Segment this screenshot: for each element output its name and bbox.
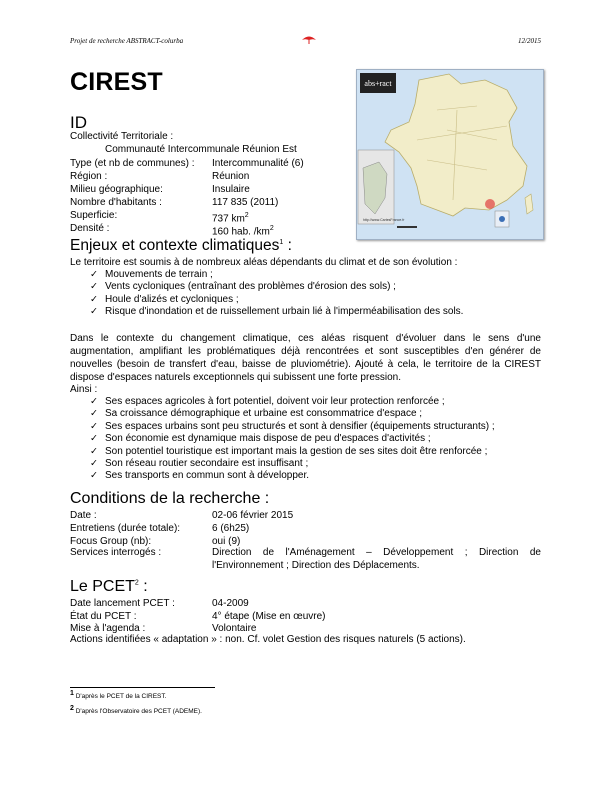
check-icon: ✓	[90, 396, 98, 407]
check-icon: ✓	[90, 306, 98, 318]
list-item: ✓ Vents cycloniques (entraînant des problèmes d'érosion des sols) ;	[90, 281, 396, 293]
list-item: ✓ Son réseau routier secondaire est insuffisant ;	[90, 458, 309, 470]
check-icon: ✓	[90, 408, 98, 420]
territory-list	[70, 396, 495, 483]
header-right: 12/2015	[518, 37, 541, 45]
check-icon: ✓	[90, 269, 98, 280]
map-caption: http://www.CartesFrance.fr	[363, 218, 405, 222]
check-icon: ✓	[90, 281, 98, 293]
check-icon: ✓	[90, 458, 98, 470]
services-value: Direction de l'Aménagement – Développement ; Direction de l'Environnement ; Direction des Déplacements.	[212, 547, 541, 571]
list-item: ✓ Risque d'inondation et de ruissellement urbain lié à l'imperméabilisation des sols.	[90, 306, 464, 318]
enjeux-heading: Enjeux et contexte climatiques$^1$ :	[70, 237, 292, 254]
france-map-image	[357, 70, 543, 239]
check-icon: ✓	[90, 470, 98, 482]
list-item: ✓ Ses espaces urbains sont peu structurés et sont à densifier (équipements structurants) ;	[90, 420, 495, 432]
collectivite-label: Collectivité Territoriale :	[70, 131, 174, 142]
page-title: CIREST	[70, 68, 163, 96]
footnote-1: $^1$ D'après le PCET de la CIREST.	[70, 690, 167, 701]
umbrella-logo-icon	[301, 35, 317, 45]
header-left: Projet de recherche ABSTRACT-colurba	[70, 37, 184, 45]
pcet-actions: Actions identifiées « adaptation » : non. Cf. volet Gestion des risques naturels (5 actions).	[70, 634, 466, 645]
list-item: ✓ Ses espaces agricoles à fort potentiel, doivent voir leur protection renforcée ;	[90, 396, 445, 407]
conditions-heading: Conditions de la recherche :	[70, 490, 270, 507]
pcet-heading: Le PCET$^2$ :	[70, 578, 148, 595]
ainsi-label: Ainsi :	[70, 384, 98, 395]
check-icon: ✓	[90, 445, 98, 457]
list-item: ✓ Son potentiel touristique est important mais la gestion de ses sites doit être renforcée ;	[90, 445, 488, 457]
location-map	[356, 69, 544, 240]
list-item: ✓ Ses transports en commun sont à développer.	[90, 470, 310, 482]
risk-list	[70, 269, 463, 319]
services-label: Services interrogés :	[70, 547, 162, 558]
check-icon: ✓	[90, 433, 98, 445]
footnote-divider	[70, 687, 215, 688]
list-item: ✓ Sa croissance démographique et urbaine est consommatrice d'espace ;	[90, 408, 423, 420]
check-icon: ✓	[90, 420, 98, 432]
collectivite-value: Communauté Intercommunale Réunion Est	[105, 144, 297, 155]
list-item: ✓ Son économie est dynamique mais dispose de peu d'espaces d'activités ;	[90, 433, 431, 445]
footnote-2: $^2$ D'après l'Observatoire des PCET (ADEME).	[70, 705, 202, 716]
id-heading: ID	[70, 113, 87, 132]
list-item: ✓ Mouvements de terrain ;	[90, 269, 213, 280]
enjeux-intro: Le territoire est soumis à de nombreux aléas dépendants du climat et de son évolution :	[70, 257, 458, 268]
context-paragraph: Dans le contexte du changement climatique, ces aléas risquent d'évoluer dans le sens d'une augmentation, amplifiant les problématiques déjà rencontrées et sont susceptibles d'en générer de nouvelles (besoin de transfert d'eau, baisse de pluviométrie). Ajouté à cela, le territoire de la CIREST dispose d'espaces naturels exceptionnels qui subissent une forte pression.	[70, 333, 541, 383]
check-icon: ✓	[90, 293, 98, 305]
list-item: ✓ Houle d'alizés et cycloniques ;	[90, 293, 239, 305]
map-brand: abs+ract	[364, 79, 392, 88]
